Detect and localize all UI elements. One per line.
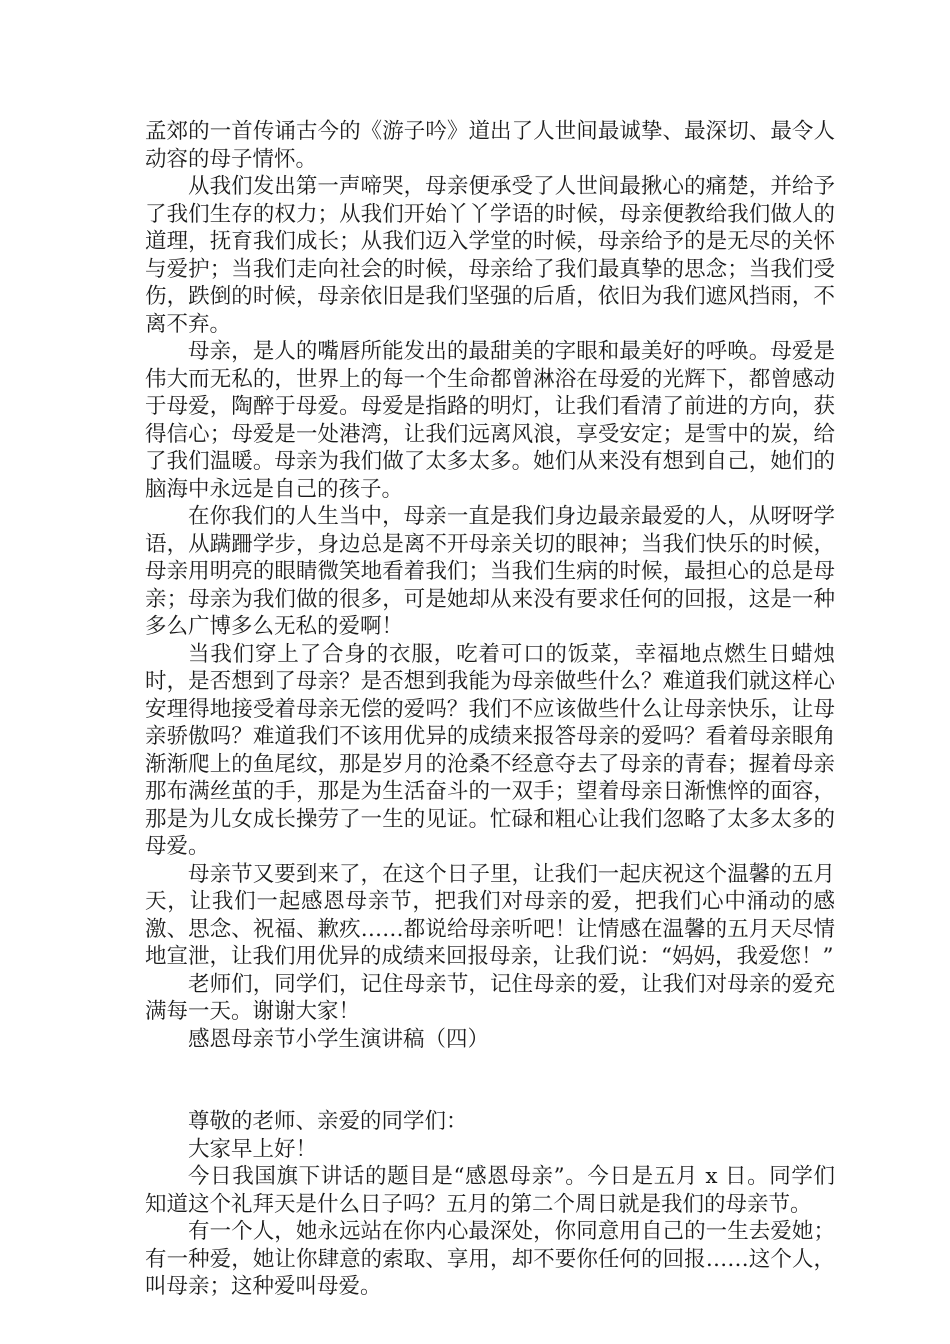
document-body <box>145 118 835 1301</box>
salutation: 尊敬的老师、亲爱的同学们： <box>188 1109 468 1134</box>
paragraph: 从我们发出第一声啼哭，母亲便承受了人世间最揪心的痛楚，并给予了我们生存的权力；从我们开始丫丫学语的时候，母亲便教给我们做人的道理，抚育我们成长；从我们迈入学堂的时候，母亲给予的是无尽的关怀与爱护；当我们走向社会的时候，母亲给了我们最真挚的思念；当我们受伤，跌倒的时候，母亲依旧是我们坚强的后盾，依旧为我们遮风挡雨，不离不弃。 <box>145 174 835 337</box>
paragraph: 当我们穿上了合身的衣服，吃着可口的饭菜，幸福地点燃生日蜡烛时，是否想到了母亲？是否想到我能为母亲做些什么？难道我们就这样心安理得地接受着母亲无偿的爱吗？我们不应该做些什么让母亲快乐，让母亲骄傲吗？难道我们不该用优异的成绩来报答母亲的爱吗？看着母亲眼角渐渐爬上的鱼尾纹，那是岁月的沧桑不经意夺去了母亲的青春；握着母亲那布满丝茧的手，那是为生活奋斗的一双手；望着母亲日渐憔悴的面容，那是为儿女成长操劳了一生的见证。忙碌和粗心让我们忽略了太多太多的母爱。 <box>145 641 835 859</box>
greeting: 大家早上好！ <box>188 1136 318 1162</box>
paragraph-intro: 孟郊的一首传诵古今的《游子吟》道出了人世间最诚挚、最深切、最令人动容的母子情怀。 <box>145 119 835 172</box>
spacer <box>145 1053 835 1108</box>
paragraph: 母亲节又要到来了，在这个日子里，让我们一起庆祝这个温馨的五月天，让我们一起感恩母亲节，把我们对母亲的爱，把我们心中涌动的感激、思念、祝福、歉疚……都说给母亲听吧！让情感在温馨的五月天尽情地宣泄，让我们用优异的成绩来回报母亲，让我们说：“妈妈，我爱您！” <box>145 861 835 969</box>
paragraph: 老师们，同学们，记住母亲节，记住母亲的爱，让我们对母亲的爱充满每一天。谢谢大家！ <box>145 971 835 1024</box>
section-title: 感恩母亲节小学生演讲稿（四） <box>188 1026 490 1052</box>
paragraph: 今日我国旗下讲话的题目是“感恩母亲”。今日是五月 x 日。同学们知道这个礼拜天是什么日子吗？五月的第二个周日就是我们的母亲节。 <box>145 1164 835 1217</box>
paragraph: 有一个人，她永远站在你内心最深处，你同意用自己的一生去爱她；有一种爱，她让你肆意的索取、享用，却不要你任何的回报……这个人，叫母亲；这种爱叫母爱。 <box>145 1219 835 1299</box>
paragraph: 母亲，是人的嘴唇所能发出的最甜美的字眼和最美好的呼唤。母爱是伟大而无私的，世界上的每一个生命都曾淋浴在母爱的光辉下，都曾感动于母爱，陶醉于母爱。母爱是指路的明灯，让我们看清了前进的方向，获得信心；母爱是一处港湾，让我们远离风浪，享受安定；是雪中的炭，给了我们温暖。母亲为我们做了太多太多。她们从来没有想到自己，她们的脑海中永远是自己的孩子。 <box>145 339 835 502</box>
paragraph: 在你我们的人生当中，母亲一直是我们身边最亲最爱的人，从呀呀学语，从蹒跚学步，身边总是离不开母亲关切的眼神；当我们快乐的时候，母亲用明亮的眼睛微笑地看着我们；当我们生病的时候，最担心的总是母亲；母亲为我们做的很多，可是她却从来没有要求任何的回报，这是一种多么广博多么无私的爱啊！ <box>145 504 835 639</box>
